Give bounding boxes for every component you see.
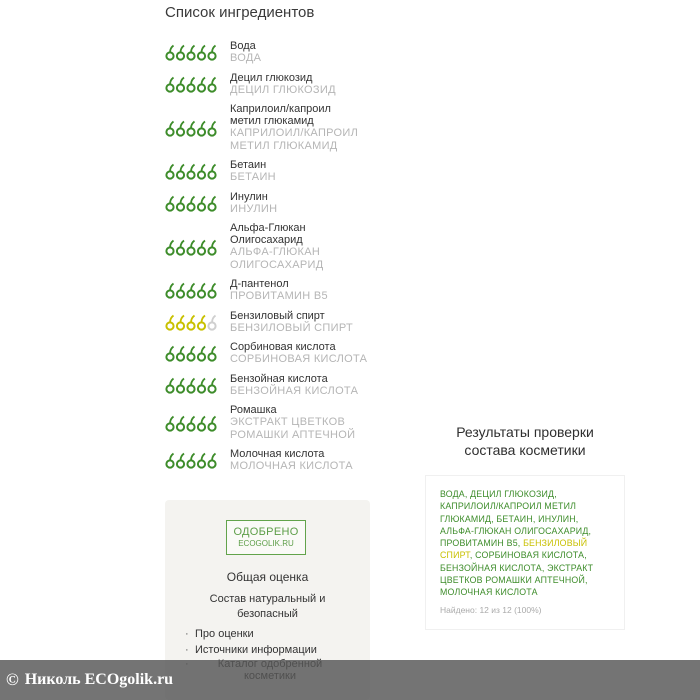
leaf-filled-icon [187,315,194,329]
found-count: Найдено: 12 из 12 (100%) [440,604,542,615]
ingredient-row[interactable] [165,72,395,97]
leaf-filled-icon [177,347,184,361]
leaf-filled-icon [187,284,194,298]
results-part-green-2: , СОРБИНОВАЯ КИСЛОТА, БЕНЗОЙНАЯ КИСЛОТА, ЭКСТРАКТ ЦВЕТКОВ РОМАШКИ АПТЕЧНОЙ, МОЛОЧНАЯ КИСЛОТА [440,550,594,598]
ingredient-text [230,222,370,271]
ingredient-text [230,341,367,366]
leaf-filled-icon [208,284,215,298]
ingredient-name: Д-пантенол [230,278,289,290]
leaf-filled-icon [198,284,205,298]
leaf-filled-icon [198,165,205,179]
results-box [425,475,625,630]
leaf-filled-icon [187,454,194,468]
results-title: Результаты проверки состава косметики [456,424,594,458]
leaf-filled-icon [198,77,205,91]
safety-rating-icon [165,237,217,257]
leaf-filled-icon [208,454,215,468]
ingredient-row[interactable] [165,373,395,398]
leaf-empty-icon [208,315,215,329]
ingredient-row[interactable] [165,159,395,184]
leaf-filled-icon [198,240,205,254]
leaf-filled-icon [166,315,173,329]
link-info-sources[interactable]: · Источники информации [185,642,365,658]
ingredient-inci: АЛЬФА-ГЛЮКАН ОЛИГОСАХАРИД [230,246,324,271]
safety-rating-icon [165,343,217,363]
ingredient-row[interactable] [165,191,395,216]
ingredient-text [230,373,358,398]
ingredient-name: Децил глюкозид [230,71,313,84]
score-title: Общая оценка [226,570,309,584]
leaf-filled-icon [166,121,173,135]
leaf-filled-icon [208,416,215,430]
leaf-filled-icon [187,347,194,361]
ingredient-text [230,404,370,441]
leaf-filled-icon [166,284,173,298]
leaf-filled-icon [208,46,215,60]
leaf-filled-icon [208,196,215,210]
copyright-icon: © [6,670,19,689]
ingredient-text [230,278,328,303]
ingredient-inci: БЕТАИН [230,171,276,183]
watermark [0,660,700,700]
ingredient-name: Инулин [230,190,268,203]
score-description: Состав натуральный и безопасный [209,593,326,620]
safety-rating-icon [165,280,217,300]
ingredient-row[interactable] [165,448,395,473]
ingredient-text [230,310,353,335]
ingredient-row[interactable] [165,278,395,303]
ingredient-inci: БЕНЗИЛОВЫЙ СПИРТ [230,321,353,334]
leaf-filled-icon [198,196,205,210]
ingredient-text [230,191,277,216]
leaf-filled-icon [187,121,194,135]
leaf-filled-icon [166,378,173,392]
link-about-ratings[interactable]: · Про оценки [185,626,365,642]
leaf-filled-icon [177,196,184,210]
ingredient-row[interactable] [165,103,395,152]
ingredient-inci: ДЕЦИЛ ГЛЮКОЗИД [230,83,336,96]
ingredient-text [230,72,336,97]
ingredient-row[interactable] [165,404,395,441]
leaf-filled-icon [187,378,194,392]
safety-rating-icon [165,193,217,213]
ingredient-inci: СОРБИНОВАЯ КИСЛОТА [230,353,368,365]
ingredient-text [230,448,353,473]
safety-rating-icon [165,375,217,395]
leaf-filled-icon [166,165,173,179]
ingredient-list [165,40,395,480]
leaf-filled-icon [177,165,184,179]
ingredient-row[interactable] [165,310,395,335]
leaf-filled-icon [208,77,215,91]
leaf-filled-icon [187,165,194,179]
leaf-filled-icon [198,416,205,430]
ingredient-name: Сорбиновая кислота [230,341,336,353]
ingredient-text [230,103,370,152]
leaf-filled-icon [198,315,205,329]
leaf-filled-icon [166,347,173,361]
leaf-filled-icon [187,196,194,210]
leaf-filled-icon [198,46,205,60]
results-ingredients [440,488,610,599]
page-title: Список ингредиентов [165,4,315,21]
leaf-filled-icon [177,121,184,135]
leaf-filled-icon [208,378,215,392]
watermark-text: Николь ECOgolik.ru [24,671,174,688]
ingredient-name: Бетаин [230,159,267,171]
badge-main-text: ОДОБРЕНО [233,526,299,538]
ingredient-text [230,159,276,184]
ingredient-name: Ромашка [230,404,277,416]
ingredient-inci: ЭКСТРАКТ ЦВЕТКОВ РОМАШКИ АПТЕЧНОЙ [230,416,356,441]
ingredient-name: Вода [230,40,256,52]
ingredient-row[interactable] [165,222,395,271]
results-part-yellow: БЕНЗИЛОВЫЙ СПИРТ [440,538,588,561]
ingredient-inci: ИНУЛИН [230,202,278,215]
leaf-filled-icon [198,121,205,135]
safety-rating-icon [165,161,217,181]
safety-rating-icon [165,74,217,94]
ingredient-inci: ВОДА [230,52,262,64]
leaf-filled-icon [166,77,173,91]
ingredient-inci: БЕНЗОЙНАЯ КИСЛОТА [230,384,359,397]
ingredient-name: Бензойная кислота [230,372,328,385]
leaf-filled-icon [166,196,173,210]
ingredient-row[interactable] [165,341,395,366]
leaf-filled-icon [208,347,215,361]
leaf-filled-icon [198,347,205,361]
safety-rating-icon [165,312,217,332]
leaf-filled-icon [177,416,184,430]
leaf-filled-icon [187,240,194,254]
leaf-filled-icon [166,240,173,254]
leaf-filled-icon [177,77,184,91]
ingredient-name: Бензиловый спирт [230,309,325,322]
ingredient-text [230,40,261,65]
leaf-filled-icon [187,46,194,60]
results-part-green-1: ВОДА, ДЕЦИЛ ГЛЮКОЗИД, КАПРИЛОИЛ/КАПРОИЛ МЕТИЛ ГЛЮКАМИД, БЕТАИН, ИНУЛИН, АЛЬФА-ГЛЮКАН ОЛИГОСАХАРИД, ПРОВИТАМИН B5, [440,489,592,549]
ingredient-row[interactable] [165,40,395,65]
leaf-filled-icon [198,454,205,468]
ingredient-inci: ПРОВИТАМИН B5 [230,290,328,302]
ingredient-name: Каприлоил/капроил метил глюкамид [230,103,331,127]
safety-rating-icon [165,413,217,433]
leaf-filled-icon [187,77,194,91]
ingredient-inci: КАПРИЛОИЛ/КАПРОИЛ МЕТИЛ ГЛЮКАМИД [230,127,359,152]
safety-rating-icon [165,118,217,138]
leaf-filled-icon [187,416,194,430]
safety-rating-icon [165,42,217,62]
leaf-filled-icon [177,315,184,329]
ingredient-inci: МОЛОЧНАЯ КИСЛОТА [230,460,353,472]
safety-rating-icon [165,450,217,470]
ingredient-name: Альфа-Глюкан Олигосахарид [230,222,306,246]
leaf-filled-icon [177,378,184,392]
leaf-filled-icon [166,454,173,468]
leaf-filled-icon [177,46,184,60]
leaf-filled-icon [208,240,215,254]
leaf-filled-icon [208,165,215,179]
leaf-filled-icon [208,121,215,135]
leaf-filled-icon [166,416,173,430]
leaf-filled-icon [177,454,184,468]
leaf-filled-icon [177,284,184,298]
ingredient-name: Молочная кислота [230,448,325,460]
leaf-filled-icon [198,378,205,392]
badge-sub-text: ECOGOLIK.RU [238,539,294,548]
approved-badge[interactable] [226,520,306,555]
leaf-filled-icon [177,240,184,254]
leaf-filled-icon [166,46,173,60]
